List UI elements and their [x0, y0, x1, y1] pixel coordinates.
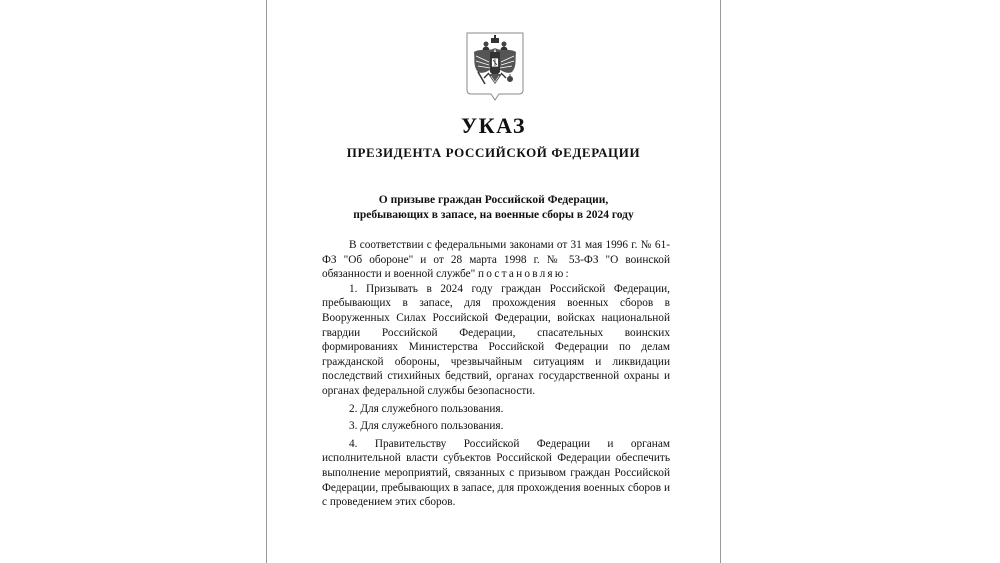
document-page — [266, 0, 721, 563]
decree-heading-line-1: О призыве граждан Российской Федерации, — [378, 194, 609, 206]
clause-text: Правительству Российской Федерации и органам исполнительной власти субъектов Российской Федерации обеспечить выполнение мероприятий, связанных с призывом граждан Российской Федерации, пребывающих в запасе, для прохождения военных сборов и с проведением этих сборов. — [322, 437, 670, 509]
document-title: УКАЗ — [460, 113, 527, 138]
clause-text: Призывать в 2024 году граждан Российской Федерации, пребывающих в запасе, для прохождения военных сборов в Вооруженных Силах Российской Федерации, войсках национальной гвардии Российской Федерации, спасательных воинских формированиях Министерства Российской Федерации по делам гражданской обороны, чрезвычайным ситуациям и ликвидации последствий стихийных бедствий, органах государственной охраны и органах федеральной службы безопасности. — [322, 282, 671, 397]
decree-word: постановляю: — [478, 268, 571, 281]
clause-number: 1. — [349, 282, 358, 295]
decree-body — [322, 238, 670, 510]
clause-3 — [322, 419, 670, 434]
clause-number: 2. — [349, 402, 358, 415]
clause-2 — [322, 402, 670, 417]
clause-number: 3. — [349, 420, 358, 433]
clause-text: Для служебного пользования. — [360, 402, 504, 415]
clause-number: 4. — [349, 437, 358, 450]
clause-4 — [322, 437, 670, 510]
clause-text: Для служебного пользования. — [360, 420, 504, 433]
clause-1 — [322, 282, 670, 399]
decree-heading — [267, 193, 720, 222]
decree-heading-line-2: пребывающих в запасе, на военные сборы в 2024 году — [353, 208, 634, 221]
coat-of-arms-icon — [466, 32, 524, 102]
document-subtitle: ПРЕЗИДЕНТА РОССИЙСКОЙ ФЕДЕРАЦИИ — [346, 145, 641, 160]
preamble-paragraph — [322, 238, 670, 282]
preamble-text: В соответствии с федеральными законами от 31 мая 1996 г. № 61-ФЗ "Об обороне" и от 28 марта 1998 г. № 53-ФЗ "О воинской обязанности и военной службе" — [322, 239, 670, 281]
